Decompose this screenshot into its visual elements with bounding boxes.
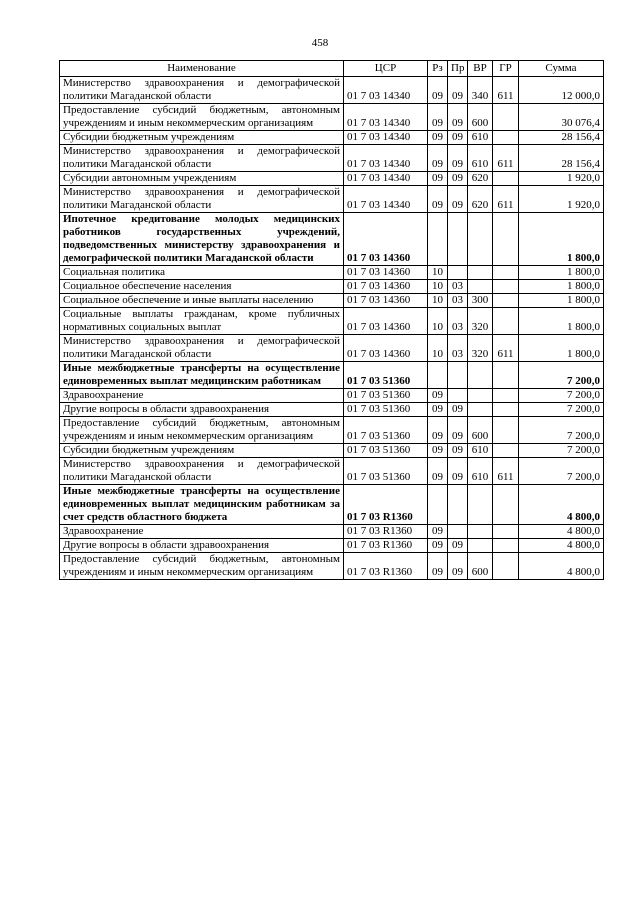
vr-cell: 600 <box>468 553 493 580</box>
name-cell: Иные межбюджетные трансферты на осуществление единовременных выплат медицинским работникам за счет средств областного бюджета <box>60 485 344 525</box>
sum-cell: 28 156,4 <box>519 131 604 145</box>
pr-cell: 09 <box>448 539 468 553</box>
sum-cell: 7 200,0 <box>519 362 604 389</box>
csr-cell: 01 7 03 14340 <box>344 104 428 131</box>
csr-cell: 01 7 03 14360 <box>344 280 428 294</box>
vr-cell: 610 <box>468 458 493 485</box>
sum-cell: 7 200,0 <box>519 417 604 444</box>
pr-cell <box>448 362 468 389</box>
csr-cell: 01 7 03 R1360 <box>344 485 428 525</box>
name-cell: Предоставление субсидий бюджетным, автономным учреждениям и иным некоммерческим организациям <box>60 104 344 131</box>
pr-cell <box>448 485 468 525</box>
csr-cell: 01 7 03 R1360 <box>344 539 428 553</box>
pr-cell: 09 <box>448 458 468 485</box>
table-row <box>60 213 604 266</box>
pr-cell: 09 <box>448 131 468 145</box>
sum-cell: 4 800,0 <box>519 539 604 553</box>
vr-cell: 620 <box>468 172 493 186</box>
name-cell: Министерство здравоохранения и демографической политики Магаданской области <box>60 145 344 172</box>
gr-cell <box>493 389 519 403</box>
name-cell: Субсидии бюджетным учреждениям <box>60 131 344 145</box>
sum-cell: 7 200,0 <box>519 444 604 458</box>
rz-cell: 09 <box>428 145 448 172</box>
header-gr: ГР <box>493 61 519 77</box>
csr-cell: 01 7 03 14360 <box>344 294 428 308</box>
name-cell: Здравоохранение <box>60 525 344 539</box>
table-row <box>60 145 604 172</box>
name-cell: Предоставление субсидий бюджетным, автономным учреждениям и иным некоммерческим организациям <box>60 553 344 580</box>
gr-cell: 611 <box>493 77 519 104</box>
name-cell: Ипотечное кредитование молодых медицинских работников государственных учреждений, подведомственных министерству здравоохранения и демографической политики Магаданской области <box>60 213 344 266</box>
table-row <box>60 280 604 294</box>
gr-cell <box>493 280 519 294</box>
table-row <box>60 525 604 539</box>
gr-cell <box>493 403 519 417</box>
vr-cell: 600 <box>468 417 493 444</box>
table-row <box>60 172 604 186</box>
rz-cell: 09 <box>428 417 448 444</box>
name-cell: Предоставление субсидий бюджетным, автономным учреждениям и иным некоммерческим организациям <box>60 417 344 444</box>
csr-cell: 01 7 03 51360 <box>344 403 428 417</box>
rz-cell: 09 <box>428 444 448 458</box>
gr-cell: 611 <box>493 458 519 485</box>
pr-cell: 03 <box>448 335 468 362</box>
rz-cell: 09 <box>428 104 448 131</box>
sum-cell: 1 920,0 <box>519 172 604 186</box>
csr-cell: 01 7 03 14340 <box>344 186 428 213</box>
gr-cell <box>493 539 519 553</box>
table-body <box>60 77 604 580</box>
vr-cell: 610 <box>468 145 493 172</box>
sum-cell: 30 076,4 <box>519 104 604 131</box>
rz-cell: 09 <box>428 77 448 104</box>
gr-cell <box>493 266 519 280</box>
rz-cell: 10 <box>428 294 448 308</box>
table-row <box>60 389 604 403</box>
sum-cell: 1 920,0 <box>519 186 604 213</box>
csr-cell: 01 7 03 51360 <box>344 458 428 485</box>
gr-cell <box>493 444 519 458</box>
rz-cell: 10 <box>428 266 448 280</box>
name-cell: Социальные выплаты гражданам, кроме публичных нормативных социальных выплат <box>60 308 344 335</box>
gr-cell: 611 <box>493 335 519 362</box>
sum-cell: 1 800,0 <box>519 294 604 308</box>
table-row <box>60 362 604 389</box>
vr-cell: 600 <box>468 104 493 131</box>
name-cell: Министерство здравоохранения и демографической политики Магаданской области <box>60 186 344 213</box>
name-cell: Субсидии автономным учреждениям <box>60 172 344 186</box>
name-cell: Иные межбюджетные трансферты на осуществление единовременных выплат медицинским работникам <box>60 362 344 389</box>
gr-cell <box>493 362 519 389</box>
page-number: 458 <box>311 37 329 49</box>
table-row <box>60 186 604 213</box>
name-cell: Министерство здравоохранения и демографической политики Магаданской области <box>60 77 344 104</box>
header-rz: Рз <box>428 61 448 77</box>
rz-cell <box>428 485 448 525</box>
header-pr: Пр <box>448 61 468 77</box>
table-row <box>60 458 604 485</box>
rz-cell: 09 <box>428 553 448 580</box>
vr-cell: 620 <box>468 186 493 213</box>
budget-table <box>59 60 604 580</box>
gr-cell <box>493 294 519 308</box>
rz-cell: 09 <box>428 539 448 553</box>
pr-cell <box>448 266 468 280</box>
name-cell: Социальное обеспечение населения <box>60 280 344 294</box>
table-row <box>60 308 604 335</box>
rz-cell: 09 <box>428 525 448 539</box>
name-cell: Социальное обеспечение и иные выплаты населению <box>60 294 344 308</box>
csr-cell: 01 7 03 51360 <box>344 444 428 458</box>
gr-cell <box>493 485 519 525</box>
pr-cell: 09 <box>448 172 468 186</box>
vr-cell: 320 <box>468 335 493 362</box>
pr-cell: 09 <box>448 77 468 104</box>
rz-cell: 10 <box>428 280 448 294</box>
csr-cell: 01 7 03 14340 <box>344 77 428 104</box>
vr-cell: 300 <box>468 294 493 308</box>
header-sum: Сумма <box>519 61 604 77</box>
rz-cell: 09 <box>428 458 448 485</box>
csr-cell: 01 7 03 14340 <box>344 131 428 145</box>
pr-cell <box>448 389 468 403</box>
pr-cell: 09 <box>448 145 468 172</box>
csr-cell: 01 7 03 14360 <box>344 266 428 280</box>
pr-cell: 09 <box>448 186 468 213</box>
csr-cell: 01 7 03 14360 <box>344 213 428 266</box>
rz-cell: 09 <box>428 131 448 145</box>
sum-cell: 4 800,0 <box>519 485 604 525</box>
sum-cell: 7 200,0 <box>519 389 604 403</box>
header-name: Наименование <box>60 61 344 77</box>
gr-cell <box>493 308 519 335</box>
csr-cell: 01 7 03 14340 <box>344 145 428 172</box>
table-header-row <box>60 61 604 77</box>
vr-cell <box>468 266 493 280</box>
vr-cell <box>468 389 493 403</box>
gr-cell <box>493 131 519 145</box>
sum-cell: 7 200,0 <box>519 403 604 417</box>
table-row <box>60 266 604 280</box>
gr-cell <box>493 104 519 131</box>
rz-cell: 10 <box>428 308 448 335</box>
gr-cell <box>493 417 519 444</box>
pr-cell <box>448 213 468 266</box>
table-row <box>60 335 604 362</box>
pr-cell: 03 <box>448 280 468 294</box>
csr-cell: 01 7 03 R1360 <box>344 525 428 539</box>
sum-cell: 7 200,0 <box>519 458 604 485</box>
name-cell: Субсидии бюджетным учреждениям <box>60 444 344 458</box>
name-cell: Министерство здравоохранения и демографической политики Магаданской области <box>60 335 344 362</box>
vr-cell <box>468 403 493 417</box>
vr-cell <box>468 525 493 539</box>
sum-cell: 28 156,4 <box>519 145 604 172</box>
table-row <box>60 553 604 580</box>
sum-cell: 1 800,0 <box>519 335 604 362</box>
csr-cell: 01 7 03 14340 <box>344 172 428 186</box>
gr-cell <box>493 172 519 186</box>
sum-cell: 1 800,0 <box>519 213 604 266</box>
gr-cell: 611 <box>493 145 519 172</box>
rz-cell: 10 <box>428 335 448 362</box>
sum-cell: 1 800,0 <box>519 308 604 335</box>
vr-cell <box>468 213 493 266</box>
pr-cell: 03 <box>448 294 468 308</box>
rz-cell <box>428 213 448 266</box>
name-cell: Министерство здравоохранения и демографической политики Магаданской области <box>60 458 344 485</box>
table-row <box>60 77 604 104</box>
gr-cell <box>493 213 519 266</box>
sum-cell: 1 800,0 <box>519 266 604 280</box>
name-cell: Здравоохранение <box>60 389 344 403</box>
table-row <box>60 403 604 417</box>
name-cell: Другие вопросы в области здравоохранения <box>60 539 344 553</box>
name-cell: Социальная политика <box>60 266 344 280</box>
pr-cell: 09 <box>448 553 468 580</box>
pr-cell <box>448 525 468 539</box>
vr-cell: 610 <box>468 131 493 145</box>
csr-cell: 01 7 03 51360 <box>344 417 428 444</box>
rz-cell <box>428 362 448 389</box>
pr-cell: 03 <box>448 308 468 335</box>
header-csr: ЦСР <box>344 61 428 77</box>
rz-cell: 09 <box>428 172 448 186</box>
gr-cell <box>493 553 519 580</box>
csr-cell: 01 7 03 R1360 <box>344 553 428 580</box>
vr-cell: 610 <box>468 444 493 458</box>
table-row <box>60 485 604 525</box>
rz-cell: 09 <box>428 403 448 417</box>
csr-cell: 01 7 03 51360 <box>344 389 428 403</box>
rz-cell: 09 <box>428 186 448 213</box>
table-row <box>60 417 604 444</box>
gr-cell: 611 <box>493 186 519 213</box>
table-row <box>60 294 604 308</box>
sum-cell: 12 000,0 <box>519 77 604 104</box>
table-row <box>60 104 604 131</box>
rz-cell: 09 <box>428 389 448 403</box>
header-vr: ВР <box>468 61 493 77</box>
gr-cell <box>493 525 519 539</box>
table-row <box>60 539 604 553</box>
csr-cell: 01 7 03 14360 <box>344 308 428 335</box>
name-cell: Другие вопросы в области здравоохранения <box>60 403 344 417</box>
table-row <box>60 444 604 458</box>
pr-cell: 09 <box>448 403 468 417</box>
vr-cell <box>468 280 493 294</box>
vr-cell: 340 <box>468 77 493 104</box>
pr-cell: 09 <box>448 417 468 444</box>
pr-cell: 09 <box>448 444 468 458</box>
vr-cell <box>468 539 493 553</box>
sum-cell: 1 800,0 <box>519 280 604 294</box>
csr-cell: 01 7 03 51360 <box>344 362 428 389</box>
vr-cell <box>468 485 493 525</box>
sum-cell: 4 800,0 <box>519 525 604 539</box>
sum-cell: 4 800,0 <box>519 553 604 580</box>
pr-cell: 09 <box>448 104 468 131</box>
table-row <box>60 131 604 145</box>
csr-cell: 01 7 03 14360 <box>344 335 428 362</box>
vr-cell <box>468 362 493 389</box>
vr-cell: 320 <box>468 308 493 335</box>
